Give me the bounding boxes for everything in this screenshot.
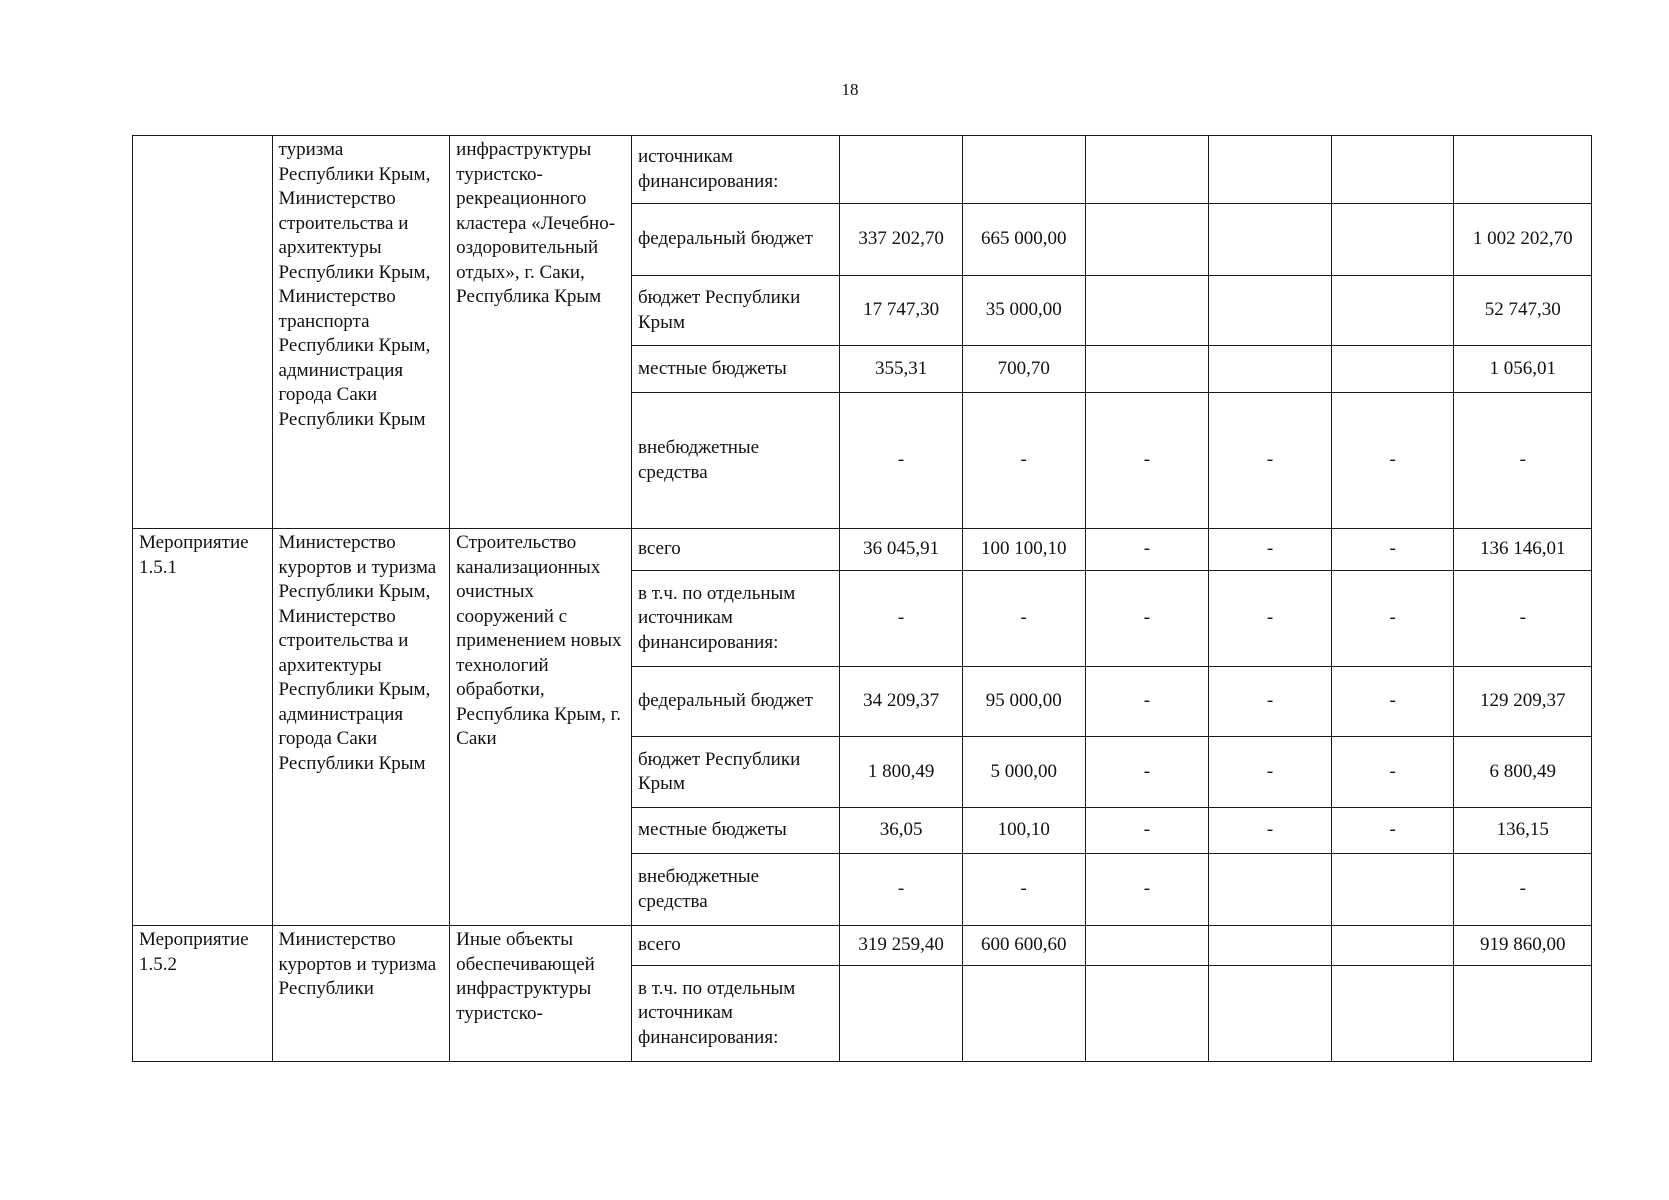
year-value-cell: -: [1331, 737, 1454, 808]
total-value-cell: -: [1454, 854, 1592, 926]
year-value-cell: [1085, 346, 1209, 393]
total-value-cell: 136,15: [1454, 808, 1592, 854]
year-value-cell: -: [840, 393, 963, 529]
object-cell: Строительство канализационных очистных сооружений с применением новых технологий обработки, Республика Крым, г. Саки: [450, 529, 632, 926]
funding-source-cell: внебюджетные средства: [632, 393, 840, 529]
year-value-cell: [1209, 966, 1332, 1062]
year-value-cell: -: [1209, 737, 1332, 808]
year-value-cell: -: [1331, 529, 1454, 571]
year-value-cell: -: [1209, 667, 1332, 737]
activity-cell: Мероприятие 1.5.2: [133, 926, 273, 1062]
funding-source-cell: местные бюджеты: [632, 346, 840, 393]
year-value-cell: [1209, 204, 1332, 276]
year-value-cell: [1331, 926, 1454, 966]
year-value-cell: 355,31: [840, 346, 963, 393]
year-value-cell: 700,70: [962, 346, 1085, 393]
year-value-cell: [1085, 276, 1209, 346]
funding-source-cell: федеральный бюджет: [632, 204, 840, 276]
object-cell: инфраструктуры туристско-рекреационного кластера «Лечебно-оздоровительный отдых», г. Саки, Республика Крым: [450, 136, 632, 529]
year-value-cell: -: [1085, 854, 1209, 926]
year-value-cell: [1209, 926, 1332, 966]
year-value-cell: [1085, 204, 1209, 276]
executors-cell: Министерство курортов и туризма Республики: [272, 926, 450, 1062]
funding-source-cell: всего: [632, 529, 840, 571]
year-value-cell: [1209, 136, 1332, 204]
funding-source-cell: в т.ч. по отдельным источникам финансирования:: [632, 966, 840, 1062]
year-value-cell: [840, 966, 963, 1062]
executors-cell: туризма Республики Крым, Министерство строительства и архитектуры Республики Крым, Министерство транспорта Республики Крым, администрация города Саки Республики Крым: [272, 136, 450, 529]
total-value-cell: -: [1454, 571, 1592, 667]
year-value-cell: [1331, 276, 1454, 346]
total-value-cell: 919 860,00: [1454, 926, 1592, 966]
year-value-cell: 36,05: [840, 808, 963, 854]
year-value-cell: -: [1085, 529, 1209, 571]
total-value-cell: [1454, 966, 1592, 1062]
year-value-cell: [1331, 854, 1454, 926]
activity-cell: Мероприятие 1.5.1: [133, 529, 273, 926]
year-value-cell: 100,10: [962, 808, 1085, 854]
year-value-cell: [1331, 136, 1454, 204]
funding-source-cell: бюджет Республики Крым: [632, 276, 840, 346]
year-value-cell: [962, 136, 1085, 204]
year-value-cell: -: [840, 571, 963, 667]
table-row: [133, 136, 1592, 204]
year-value-cell: 35 000,00: [962, 276, 1085, 346]
table-row: [133, 926, 1592, 966]
page-number: 18: [841, 80, 859, 99]
total-value-cell: 1 056,01: [1454, 346, 1592, 393]
year-value-cell: [1209, 854, 1332, 926]
year-value-cell: 95 000,00: [962, 667, 1085, 737]
year-value-cell: -: [1085, 737, 1209, 808]
total-value-cell: 136 146,01: [1454, 529, 1592, 571]
year-value-cell: [1085, 926, 1209, 966]
funding-source-cell: бюджет Республики Крым: [632, 737, 840, 808]
year-value-cell: [1209, 346, 1332, 393]
year-value-cell: 600 600,60: [962, 926, 1085, 966]
year-value-cell: 665 000,00: [962, 204, 1085, 276]
year-value-cell: -: [1331, 571, 1454, 667]
year-value-cell: 17 747,30: [840, 276, 963, 346]
year-value-cell: -: [1085, 571, 1209, 667]
year-value-cell: [1085, 136, 1209, 204]
funding-source-cell: источникам финансирования:: [632, 136, 840, 204]
year-value-cell: [1085, 966, 1209, 1062]
total-value-cell: 6 800,49: [1454, 737, 1592, 808]
total-value-cell: [1454, 136, 1592, 204]
year-value-cell: -: [840, 854, 963, 926]
executors-cell: Министерство курортов и туризма Республики Крым, Министерство строительства и архитектуры Республики Крым, администрация города Саки Республики Крым: [272, 529, 450, 926]
year-value-cell: [1331, 966, 1454, 1062]
funding-source-cell: в т.ч. по отдельным источникам финансирования:: [632, 571, 840, 667]
object-cell: Иные объекты обеспечивающей инфраструктуры туристско-: [450, 926, 632, 1062]
total-value-cell: 129 209,37: [1454, 667, 1592, 737]
funding-source-cell: местные бюджеты: [632, 808, 840, 854]
year-value-cell: [840, 136, 963, 204]
year-value-cell: -: [962, 571, 1085, 667]
funding-source-cell: федеральный бюджет: [632, 667, 840, 737]
activity-cell: [133, 136, 273, 529]
year-value-cell: -: [1209, 808, 1332, 854]
funding-source-cell: внебюджетные средства: [632, 854, 840, 926]
year-value-cell: 319 259,40: [840, 926, 963, 966]
year-value-cell: -: [962, 854, 1085, 926]
year-value-cell: -: [1209, 393, 1332, 529]
year-value-cell: 34 209,37: [840, 667, 963, 737]
year-value-cell: -: [1331, 808, 1454, 854]
year-value-cell: 337 202,70: [840, 204, 963, 276]
year-value-cell: -: [1209, 529, 1332, 571]
total-value-cell: 1 002 202,70: [1454, 204, 1592, 276]
year-value-cell: -: [1209, 571, 1332, 667]
year-value-cell: -: [1331, 667, 1454, 737]
year-value-cell: [1209, 276, 1332, 346]
year-value-cell: -: [1085, 808, 1209, 854]
year-value-cell: 36 045,91: [840, 529, 963, 571]
total-value-cell: 52 747,30: [1454, 276, 1592, 346]
funding-source-cell: всего: [632, 926, 840, 966]
year-value-cell: -: [1331, 393, 1454, 529]
year-value-cell: [962, 966, 1085, 1062]
year-value-cell: -: [1085, 393, 1209, 529]
total-value-cell: -: [1454, 393, 1592, 529]
table-row: [133, 529, 1592, 571]
year-value-cell: -: [962, 393, 1085, 529]
year-value-cell: 5 000,00: [962, 737, 1085, 808]
year-value-cell: [1331, 204, 1454, 276]
year-value-cell: 1 800,49: [840, 737, 963, 808]
year-value-cell: 100 100,10: [962, 529, 1085, 571]
year-value-cell: -: [1085, 667, 1209, 737]
year-value-cell: [1331, 346, 1454, 393]
table-body: [133, 136, 1592, 1062]
budget-table: [132, 135, 1592, 1062]
